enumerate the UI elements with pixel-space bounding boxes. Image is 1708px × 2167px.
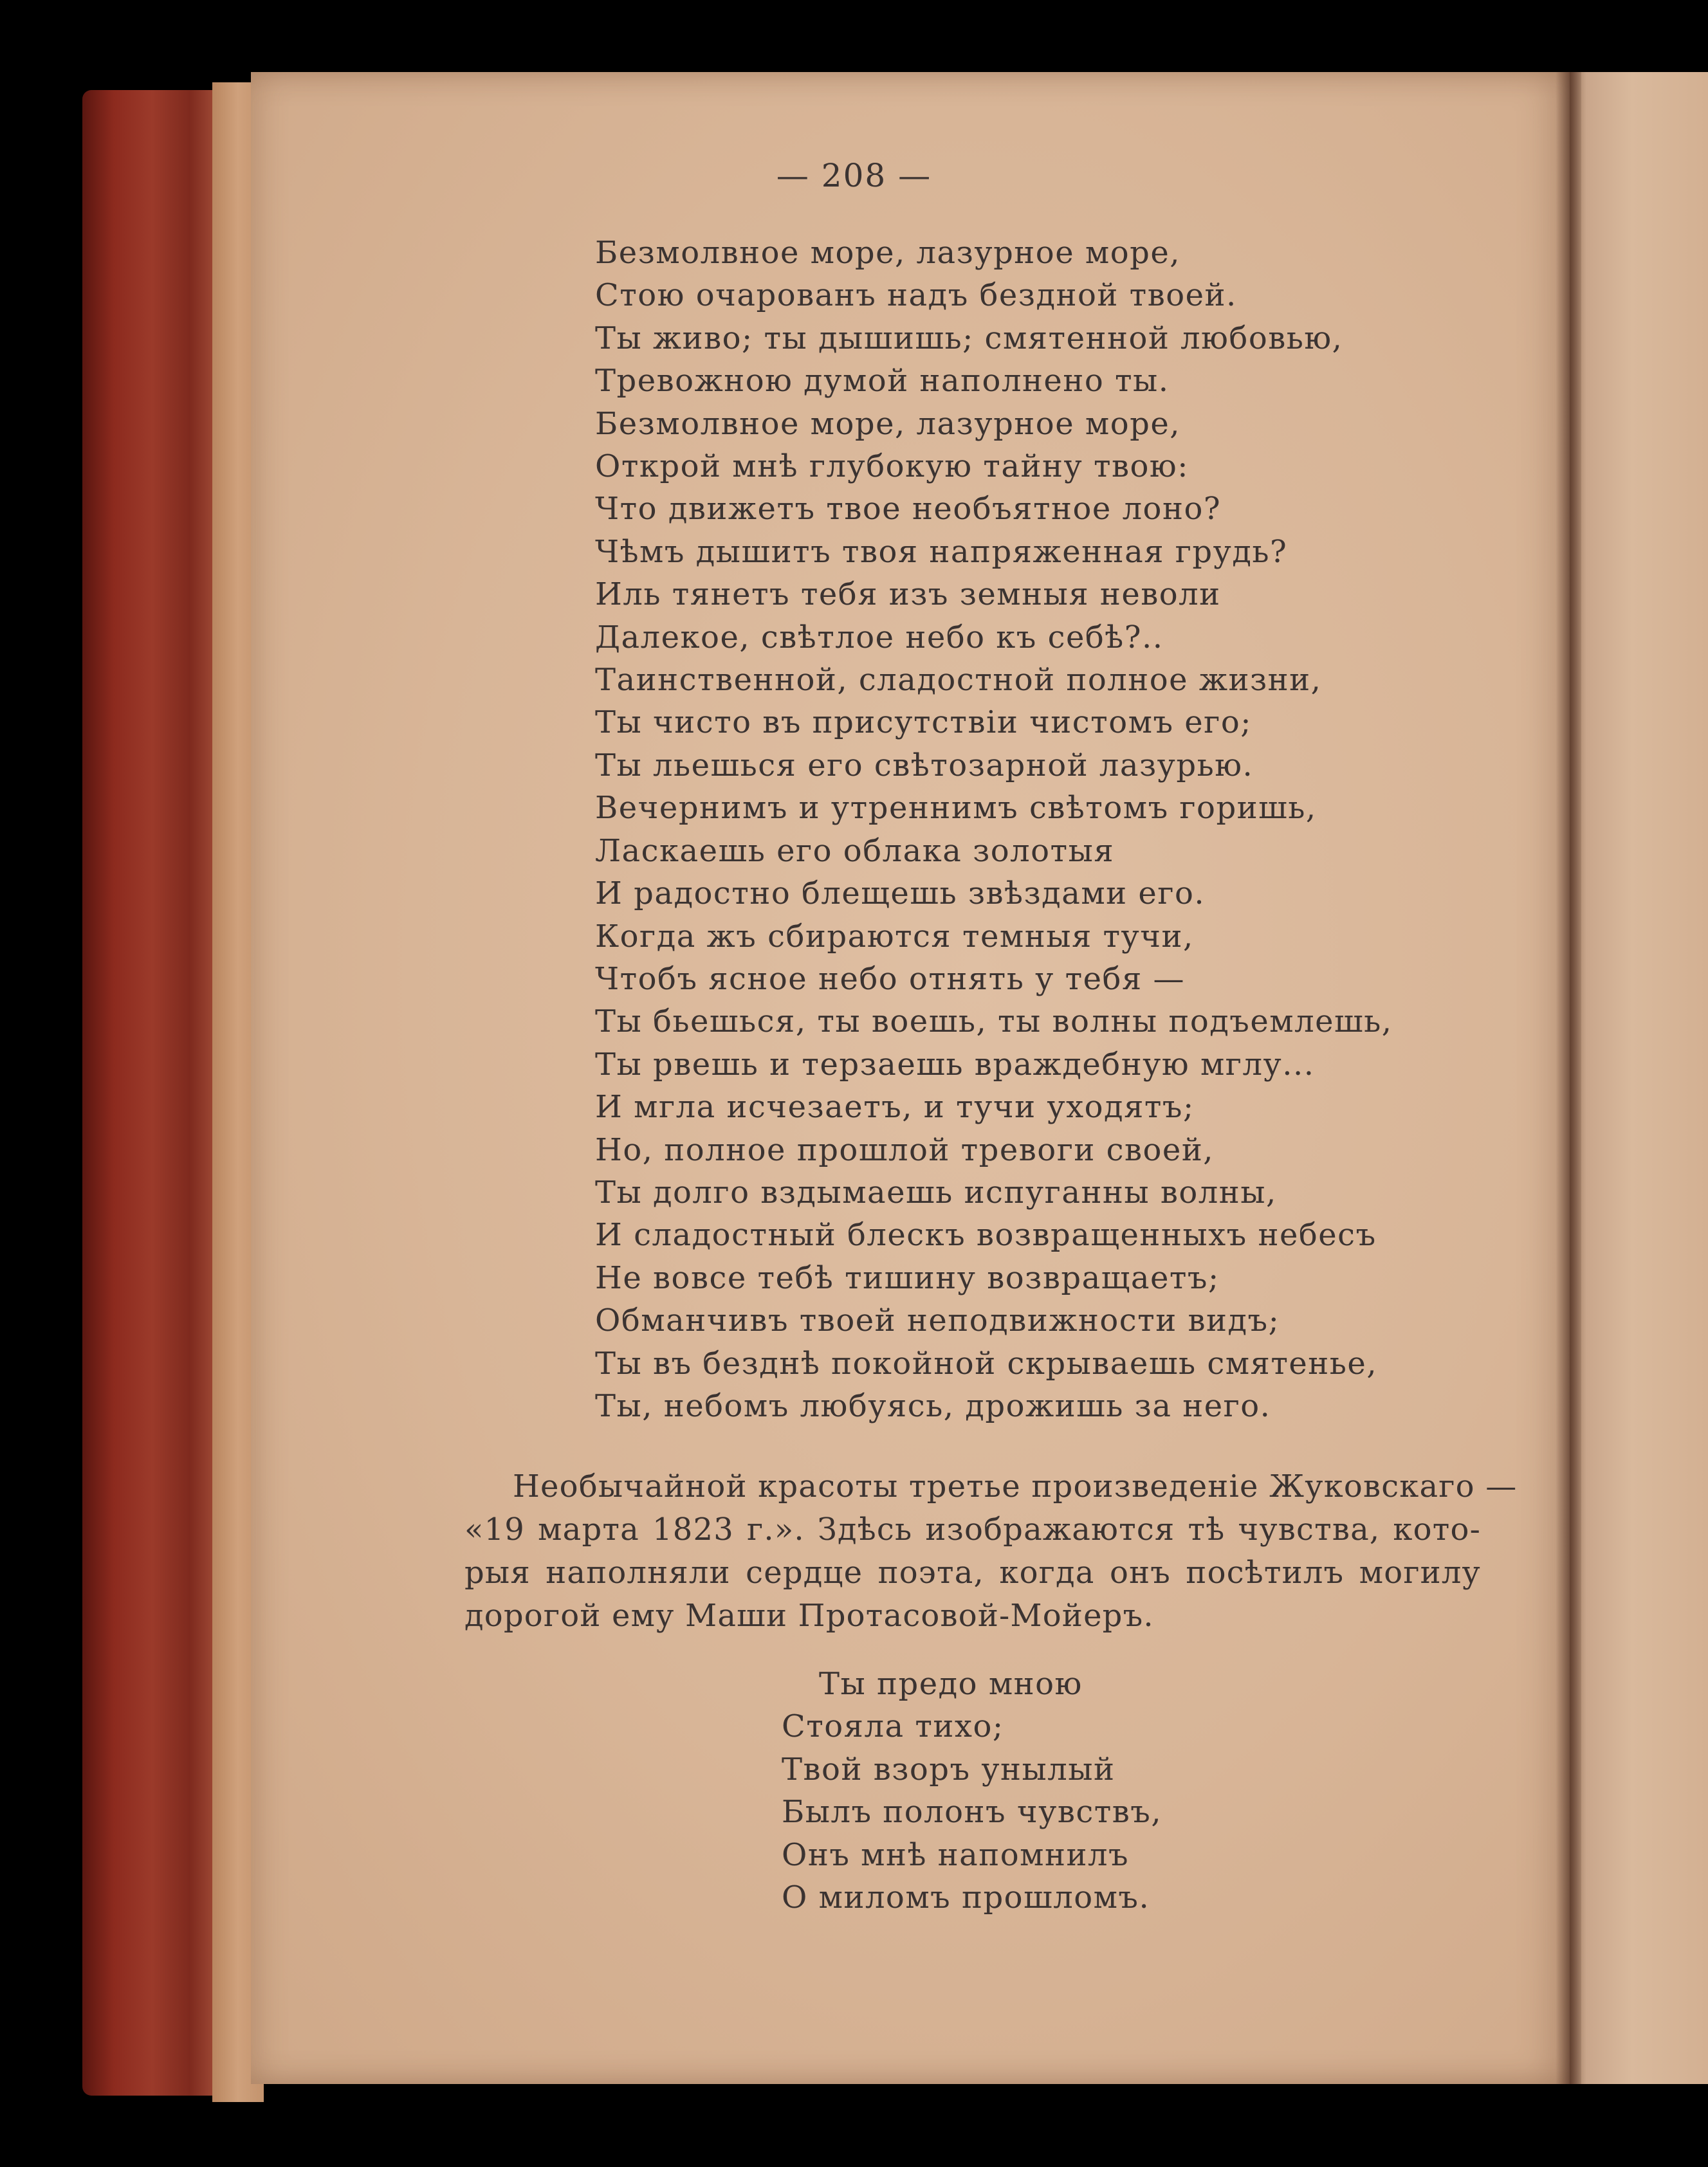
book-gutter (1556, 72, 1581, 2084)
poem-line: Когда жъ сбираются темныя тучи, (595, 918, 1194, 955)
poem-line: Стою очарованъ надъ бездной твоей. (595, 277, 1237, 314)
poem-line: Ты долго вздымаешь испуганны волны, (595, 1174, 1277, 1211)
poem-line: Ты, небомъ любуясь, дрожишь за него. (595, 1387, 1271, 1424)
facing-page (1570, 72, 1708, 2084)
poem-march-19 (782, 1663, 1162, 1919)
poem-line: Чѣмъ дышитъ твоя напряженная грудь? (595, 533, 1288, 570)
poem-line: Что движетъ твое необъятное лоно? (595, 491, 1222, 527)
poem-line: О миломъ прошломъ. (782, 1879, 1150, 1916)
prose-line: «19 марта 1823 г.». Здѣсь изображаются тѣ чувства, кото- (464, 1512, 1481, 1548)
poem-line: И мгла исчезаетъ, и тучи уходятъ; (595, 1089, 1195, 1126)
poem-line: Былъ полонъ чувствъ, (782, 1794, 1162, 1831)
poem-line: Не вовсе тебѣ тишину возвращаетъ; (595, 1259, 1220, 1296)
poem-line: Безмолвное море, лазурное море, (595, 235, 1180, 271)
poem-line: И радостно блещешь звѣздами его. (595, 875, 1206, 912)
poem-line: Ласкаешь его облака золотыя (595, 832, 1115, 869)
poem-line: Вечернимъ и утреннимъ свѣтомъ горишь, (595, 790, 1317, 827)
poem-line: Безмолвное море, лазурное море, (595, 405, 1180, 442)
poem-line: Ты льешься его свѣтозарной лазурью. (595, 747, 1254, 783)
prose-line: дорогой ему Маши Протасовой-Мойеръ. (464, 1598, 1154, 1634)
poem-line: Таинственной, сладостной полное жизни, (595, 662, 1322, 699)
page-number: — 208 — (776, 157, 932, 194)
poem-line: Чтобъ ясное небо отнять у тебя — (595, 960, 1185, 997)
poem-line: Открой мнѣ глубокую тайну твою: (595, 448, 1189, 485)
poem-line: Ты живо; ты дышишь; смятенной любовью, (595, 320, 1343, 356)
poem-line: Стояла тихо; (782, 1708, 1004, 1745)
prose-line: Необычайной красоты третье произведенiе Жуковскаго — (513, 1468, 1518, 1504)
poem-line: Иль тянетъ тебя изъ земныя неволи (595, 576, 1221, 613)
poem-line: Твой взоръ унылый (782, 1751, 1116, 1788)
poem-line: Обманчивъ твоей неподвижности видъ; (595, 1303, 1280, 1339)
poem-sea (595, 232, 1393, 1427)
poem-line: Но, полное прошлой тревоги своей, (595, 1131, 1215, 1168)
poem-line: Онъ мнѣ напомнилъ (782, 1836, 1130, 1873)
poem-line: Ты въ безднѣ покойной скрываешь смятенье, (595, 1345, 1378, 1382)
poem-line: Ты предо мною (819, 1666, 1083, 1702)
poem-line: Далекое, свѣтлое небо къ себѣ?.. (595, 619, 1164, 655)
poem-line: Ты бьешься, ты воешь, ты волны подъемлешь, (595, 1003, 1393, 1040)
prose-paragraph (464, 1465, 1518, 1638)
poem-line: Ты чисто въ присутствiи чистомъ его; (595, 704, 1252, 741)
poem-line: И сладостный блескъ возвращенныхъ небесъ (595, 1217, 1377, 1254)
prose-line: рыя наполняли сердце поэта, когда онъ посѣтилъ могилу (464, 1555, 1481, 1591)
poem-line: Ты рвешь и терзаешь враждебную мглу... (595, 1046, 1315, 1083)
poem-line: Тревожною думой наполнено ты. (595, 363, 1170, 399)
